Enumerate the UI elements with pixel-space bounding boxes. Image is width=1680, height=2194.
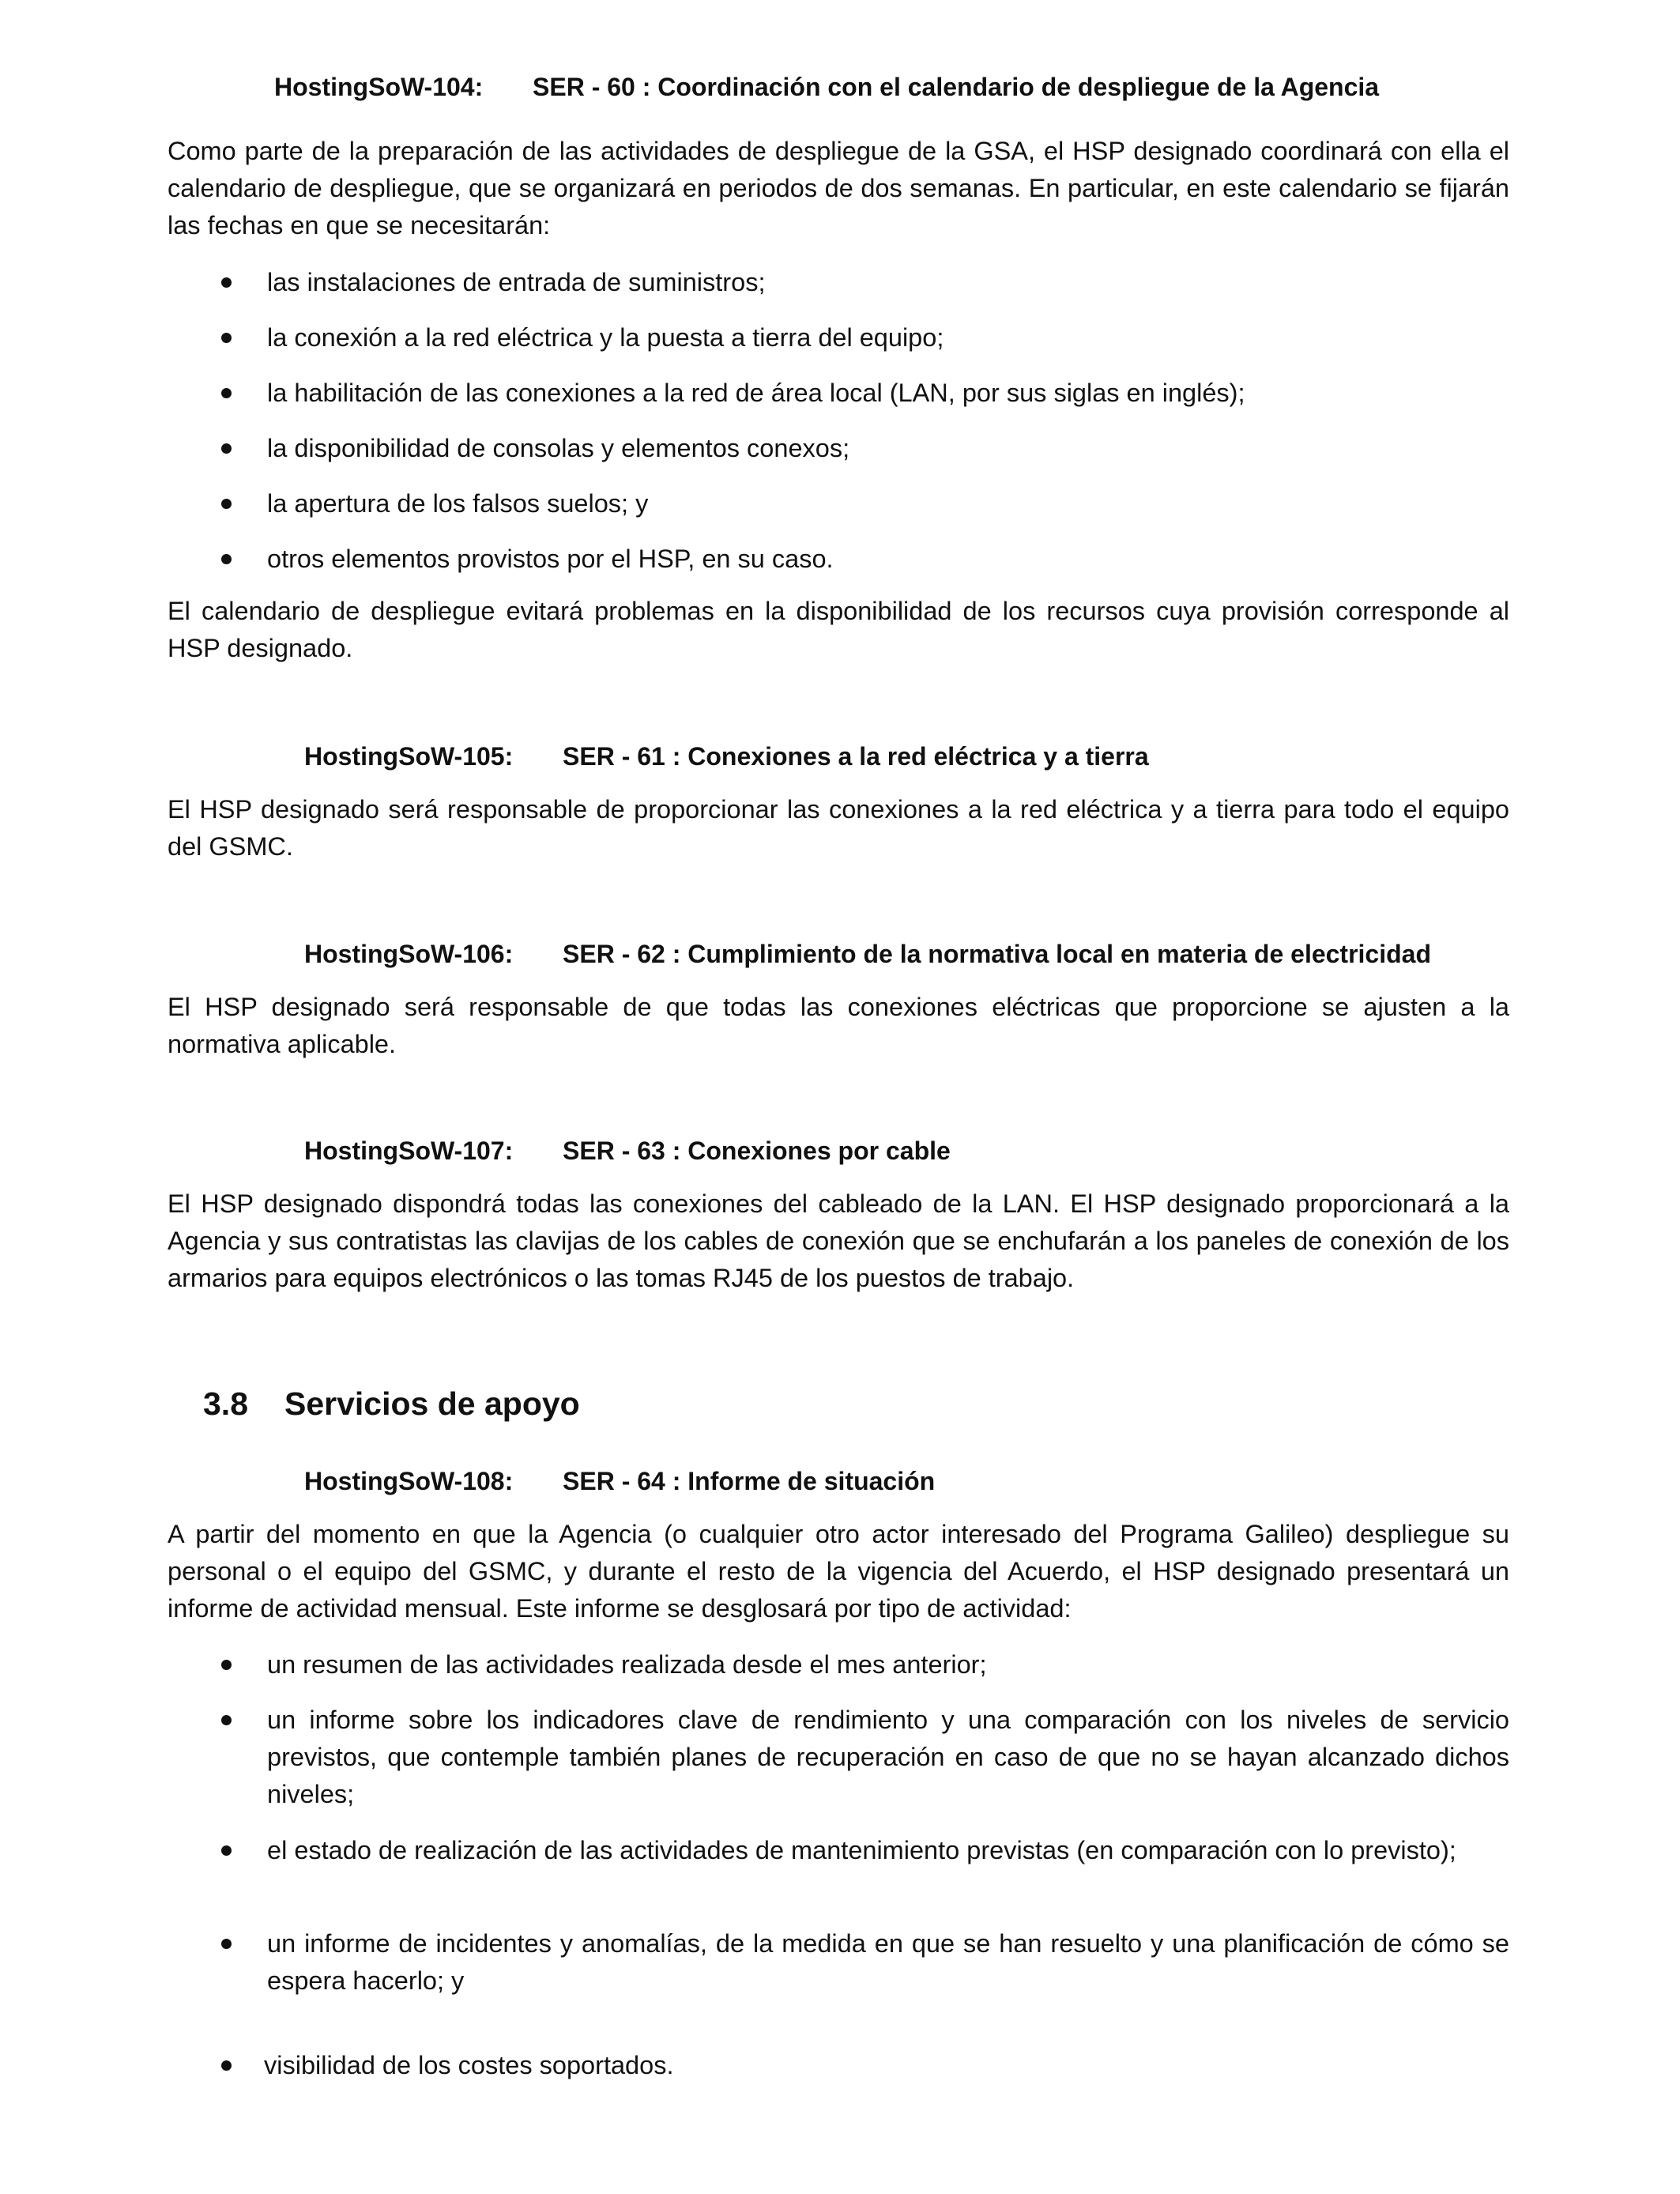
list-item-text: el estado de realización de las actividades de mantenimiento previstas (en comparación con lo previsto);: [267, 1836, 1456, 1864]
list-item-text: las instalaciones de entrada de suministros;: [267, 268, 766, 296]
requirement-title: SER - 62 : Cumplimiento de la normativa local en materia de electricidad: [563, 940, 1431, 968]
list-item-text: otros elementos provistos por el HSP, en su caso.: [267, 545, 834, 573]
requirement-id: HostingSoW-105:: [304, 742, 514, 771]
requirement-title: SER - 60 : Coordinación con el calendario de despliegue de la Agencia: [533, 73, 1380, 101]
paragraph: A partir del momento en que la Agencia (o cualquier otro actor interesado del Programa Galileo) despliegue su personal o el equipo del GSMC, y durante el resto de la vigencia del Acuerdo, el HSP designado presentará un informe de actividad mensual. Este informe se desglosará por tipo de actividad:: [168, 1520, 1509, 1623]
requirement-title: SER - 63 : Conexiones por cable: [563, 1137, 951, 1165]
bullet-icon: [221, 1845, 232, 1856]
requirement-id: HostingSoW-107:: [304, 1137, 514, 1165]
list-item-text: la disponibilidad de consolas y elementos conexos;: [267, 434, 850, 462]
requirement-title: SER - 64 : Informe de situación: [563, 1467, 936, 1495]
list-item-text: un informe sobre los indicadores clave de rendimiento y una comparación con los niveles de servicio previstos, que contemple también planes de recuperación en caso de que no se hayan alcanzado dichos niveles;: [267, 1706, 1509, 1808]
requirement-id: HostingSoW-104:: [274, 73, 484, 101]
requirement-heading: [304, 741, 1149, 772]
paragraph: El HSP designado dispondrá todas las conexiones del cableado de la LAN. El HSP designado proporcionará a la Agencia y sus contratistas las clavijas de los cables de conexión que se enchufarán a los paneles de conexión de los armarios para equipos electrónicos o las tomas RJ45 de los puestos de trabajo.: [168, 1189, 1509, 1292]
bullet-icon: [221, 499, 232, 509]
list-item-text: un resumen de las actividades realizada desde el mes anterior;: [267, 1650, 987, 1679]
paragraph: Como parte de la preparación de las actividades de despliegue de la GSA, el HSP designado coordinará con ella el calendario de despliegue, que se organizará en periodos de dos semanas. En particular, en este calendario se fijarán las fechas en que se necesitarán:: [168, 137, 1509, 239]
list-item-text: la conexión a la red eléctrica y la puesta a tierra del equipo;: [267, 323, 944, 352]
bullet-icon: [221, 554, 232, 564]
list-item-text: la habilitación de las conexiones a la red de área local (LAN, por sus siglas en inglés);: [267, 379, 1245, 407]
requirement-heading: [304, 938, 1431, 970]
bullet-icon: [221, 443, 232, 454]
requirement-heading: [304, 1465, 936, 1497]
requirement-title: SER - 61 : Conexiones a la red eléctrica y a tierra: [563, 742, 1149, 771]
paragraph: El calendario de despliegue evitará problemas en la disponibilidad de los recursos cuya provisión corresponde al HSP designado.: [168, 597, 1509, 662]
list-item-text: un informe de incidentes y anomalías, de la medida en que se han resuelto y una planificación de cómo se espera hacerlo; y: [267, 1929, 1509, 1995]
list-item-text: la apertura de los falsos suelos; y: [267, 489, 649, 518]
paragraph: El HSP designado será responsable de proporcionar las conexiones a la red eléctrica y a tierra para todo el equipo del GSMC.: [168, 795, 1509, 861]
bullet-icon: [221, 388, 232, 398]
requirement-heading: [304, 1135, 951, 1167]
section-number: 3.8: [203, 1385, 248, 1422]
bullet-icon: [221, 333, 232, 343]
bullet-icon: [221, 1660, 232, 1670]
bullet-icon: [221, 1939, 232, 1949]
list-item-text: visibilidad de los costes soportados.: [264, 2051, 674, 2079]
requirement-heading: [274, 71, 1380, 103]
bullet-icon: [221, 1715, 232, 1725]
section-heading: [203, 1384, 580, 1423]
bullet-icon: [221, 2060, 232, 2071]
requirement-id: HostingSoW-108:: [304, 1467, 514, 1495]
requirement-id: HostingSoW-106:: [304, 940, 514, 968]
section-title: Servicios de apoyo: [284, 1385, 580, 1422]
paragraph: El HSP designado será responsable de que todas las conexiones eléctricas que proporcione se ajusten a la normativa aplicable.: [168, 993, 1509, 1058]
bullet-icon: [221, 277, 232, 288]
